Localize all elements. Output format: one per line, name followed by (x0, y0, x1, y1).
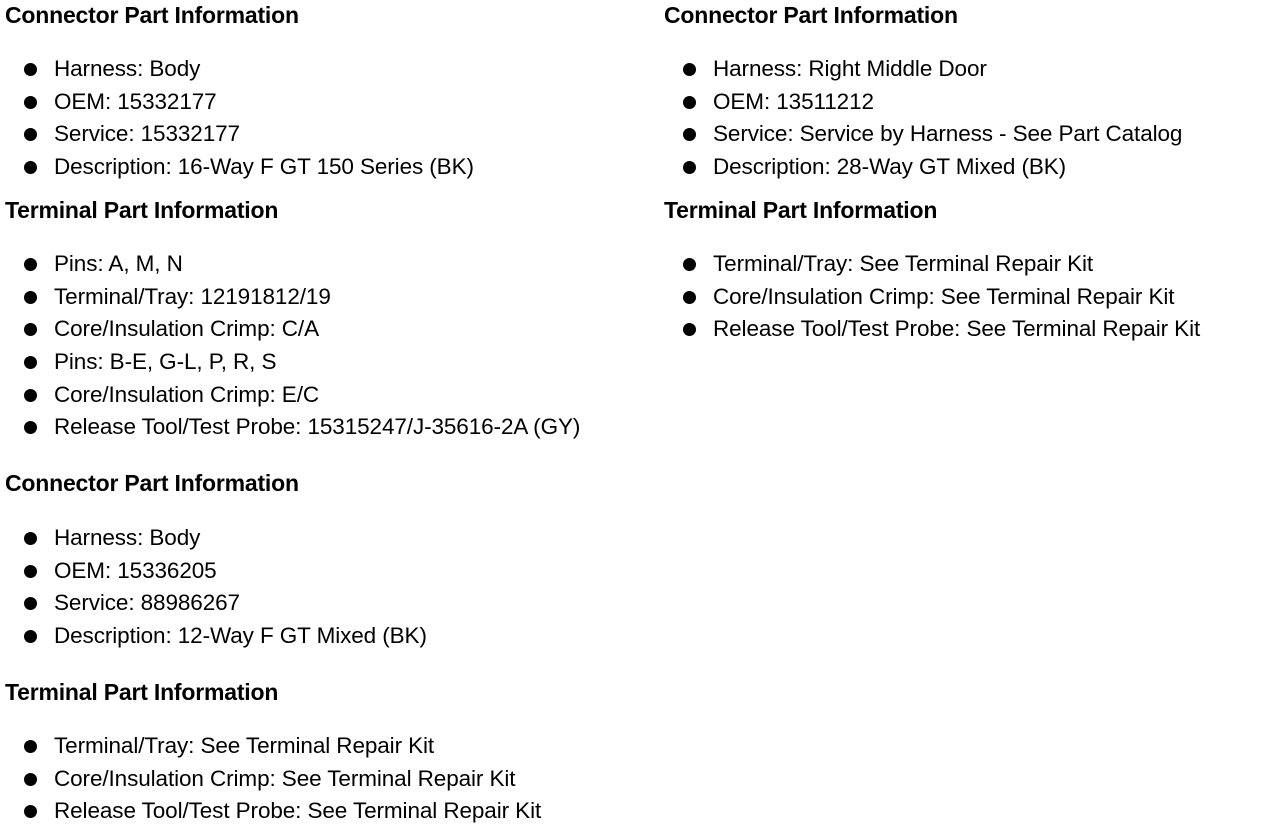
list-item-text: Description: 28-Way GT Mixed (BK) (713, 154, 1067, 180)
list-item (5, 248, 580, 281)
list-item-text: Pins: B-E, G-L, P, R, S (54, 349, 277, 375)
bullet-icon (24, 96, 37, 109)
list-item-text: Pins: A, M, N (54, 251, 183, 276)
list-item (5, 379, 580, 412)
list-item-text: Service: Service by Harness - See Part Catalog (713, 121, 1183, 147)
list-item-text: OEM: 13511212 (713, 88, 874, 114)
list-item (664, 313, 1200, 346)
terminal-info-list (5, 730, 541, 828)
list-item (5, 730, 541, 763)
list-item-text: Service: 15332177 (54, 121, 240, 147)
bullet-icon (24, 356, 37, 369)
list-item-text: OEM: 15336205 (54, 557, 217, 583)
list-item (5, 86, 474, 119)
connector-info-list (5, 53, 474, 184)
bullet-icon (24, 597, 37, 610)
list-item-text: Core/Insulation Crimp: C/A (54, 316, 319, 342)
bullet-icon (24, 421, 37, 434)
terminal-info-list (664, 248, 1200, 346)
bullet-icon (683, 96, 696, 109)
bullet-icon (683, 258, 696, 271)
connector-info-list (5, 522, 427, 653)
list-item-text: Description: 12-Way F GT Mixed (BK) (54, 623, 427, 649)
terminal-heading: Terminal Part Information (5, 679, 279, 705)
list-item (664, 53, 1182, 86)
bullet-icon (24, 773, 37, 786)
bullet-icon (24, 161, 37, 174)
connector-heading: Connector Part Information (664, 2, 958, 28)
bullet-icon (683, 323, 696, 336)
list-item-text: Description: 16-Way F GT 150 Series (BK) (54, 154, 474, 180)
list-item (5, 620, 427, 653)
list-item-text: Core/Insulation Crimp: See Terminal Repair Kit (54, 765, 516, 791)
connector-info-list (664, 53, 1182, 184)
bullet-icon (24, 805, 37, 818)
list-item (5, 763, 541, 796)
list-item (5, 587, 427, 620)
list-item-text: OEM: 15332177 (54, 88, 217, 114)
list-item (664, 86, 1182, 119)
terminal-heading: Terminal Part Information (664, 197, 938, 223)
list-item-text: Harness: Body (54, 56, 201, 81)
list-item (664, 151, 1182, 184)
list-item-text: Service: 88986267 (54, 590, 240, 616)
list-item-text: Core/Insulation Crimp: See Terminal Repair Kit (713, 283, 1175, 309)
bullet-icon (683, 291, 696, 304)
list-item-text: Harness: Right Middle Door (713, 56, 987, 81)
list-item-text: Terminal/Tray: See Terminal Repair Kit (713, 251, 1094, 276)
bullet-icon (24, 740, 37, 753)
bullet-icon (683, 161, 696, 174)
list-item (5, 555, 427, 588)
bullet-icon (683, 63, 696, 76)
connector-heading: Connector Part Information (5, 2, 299, 28)
list-item (5, 53, 474, 86)
terminal-heading: Terminal Part Information (5, 197, 279, 223)
list-item (5, 795, 541, 828)
bullet-icon (683, 128, 696, 141)
list-item-text: Release Tool/Test Probe: See Terminal Repair Kit (713, 316, 1201, 342)
list-item-text: Terminal/Tray: 12191812/19 (54, 283, 331, 309)
list-item-text: Terminal/Tray: See Terminal Repair Kit (54, 733, 435, 758)
list-item-text: Harness: Body (54, 525, 201, 550)
list-item (5, 522, 427, 555)
list-item-text: Release Tool/Test Probe: See Terminal Repair Kit (54, 798, 542, 824)
bullet-icon (24, 258, 37, 271)
list-item (664, 281, 1200, 314)
list-item (5, 281, 580, 314)
bullet-icon (24, 291, 37, 304)
bullet-icon (24, 630, 37, 643)
bullet-icon (24, 128, 37, 141)
connector-heading: Connector Part Information (5, 470, 299, 496)
list-item-text: Release Tool/Test Probe: 15315247/J-35616-2A (GY) (54, 414, 581, 440)
list-item (5, 346, 580, 379)
bullet-icon (24, 323, 37, 336)
bullet-icon (24, 565, 37, 578)
list-item (5, 151, 474, 184)
list-item (664, 248, 1200, 281)
list-item (5, 118, 474, 151)
terminal-info-list (5, 248, 580, 444)
list-item (5, 313, 580, 346)
list-item-text: Core/Insulation Crimp: E/C (54, 381, 319, 407)
bullet-icon (24, 63, 37, 76)
list-item (5, 411, 580, 444)
list-item (664, 118, 1182, 151)
bullet-icon (24, 389, 37, 402)
bullet-icon (24, 532, 37, 545)
